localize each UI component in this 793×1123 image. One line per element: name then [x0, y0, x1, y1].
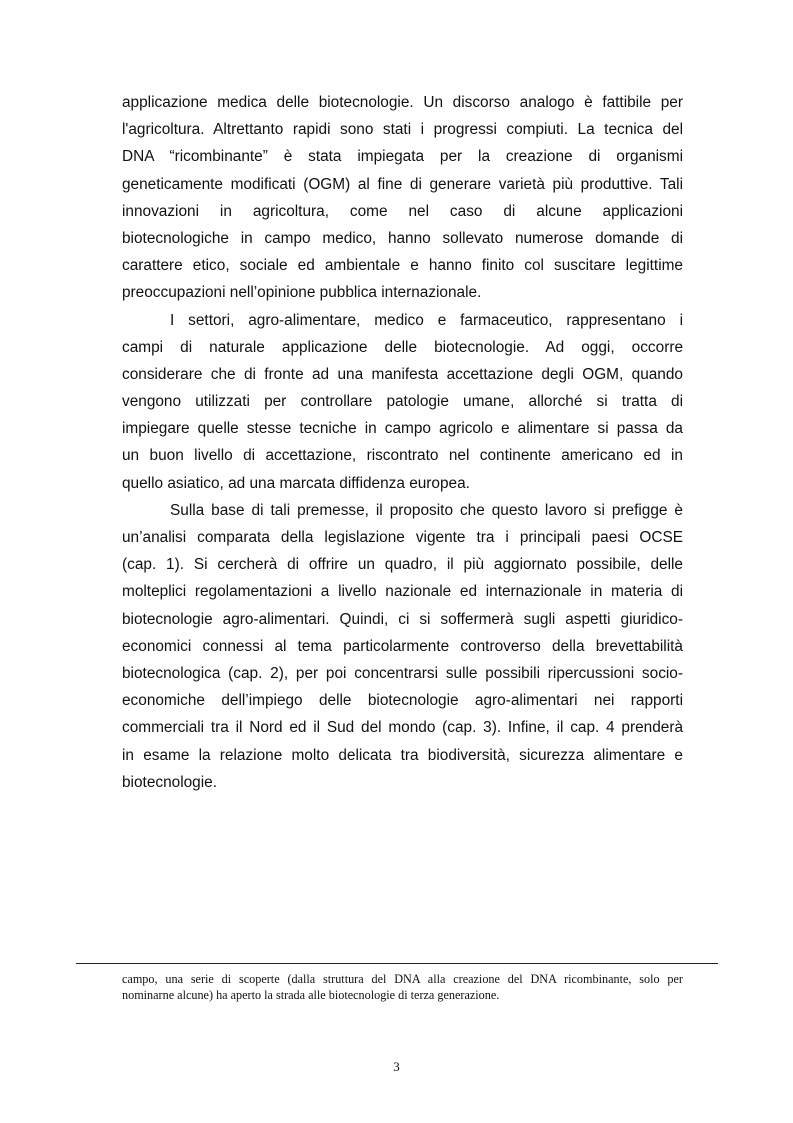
page-number: 3: [393, 1059, 400, 1074]
text-line: in esame la relazione molto delicata tra biodiversità, sicurezza alimentare e: [122, 746, 683, 764]
text-line: commerciali tra il Nord ed il Sud del mondo (cap. 3). Infine, il cap. 4 prenderà: [122, 719, 683, 737]
text-line: Sulla base di tali premesse, il proposito che questo lavoro si prefigge è: [170, 501, 683, 519]
paragraph-3: [122, 497, 683, 796]
footnote-line: nominarne alcune) ha aperto la strada alle biotecnologie di terza generazione.: [122, 988, 500, 1002]
text-line: biotecnologie.: [122, 773, 217, 791]
text-line: economici connessi al tema particolarmente controverso della brevettabilità: [122, 637, 683, 655]
body-text: [122, 89, 683, 796]
text-line: biotecnologica (cap. 2), per poi concentrarsi sulle possibili ripercussioni socio-: [122, 664, 683, 682]
text-line: DNA “ricombinante” è stata impiegata per la creazione di organismi: [122, 148, 683, 166]
text-line: preoccupazioni nell’opinione pubblica internazionale.: [122, 284, 482, 302]
text-line: vengono utilizzati per controllare patologie umane, allorché si tratta di: [122, 393, 683, 411]
text-line: I settori, agro-alimentare, medico e farmaceutico, rappresentano i: [170, 311, 683, 329]
text-line: un’analisi comparata della legislazione vigente tra i principali paesi OCSE: [122, 529, 683, 546]
text-line: l'agricoltura. Altrettanto rapidi sono stati i progressi compiuti. La tecnica del: [122, 121, 683, 139]
text-line: biotecnologie agro-alimentari. Quindi, ci si soffermerà sugli aspetti giuridico-: [122, 610, 683, 628]
footnote-line: campo, una serie di scoperte (dalla struttura del DNA alla creazione del DNA ricombinante, solo per: [122, 972, 683, 986]
paragraph-2: [122, 307, 683, 497]
text-line: (cap. 1). Si cercherà di offrire un quadro, il più aggiornato possibile, delle: [122, 556, 683, 574]
text-line: considerare che di fronte ad una manifesta accettazione degli OGM, quando: [122, 365, 683, 383]
text-line: applicazione medica delle biotecnologie. Un discorso analogo è fattibile per: [122, 94, 683, 111]
text-line: carattere etico, sociale ed ambientale e hanno finito col suscitare legittime: [122, 257, 683, 275]
paragraph-1: [122, 89, 683, 307]
text-line: economiche dell’impiego delle biotecnologie agro-alimentari nei rapporti: [122, 692, 683, 710]
text-line: campi di naturale applicazione delle biotecnologie. Ad oggi, occorre: [122, 338, 683, 356]
footnote-separator: [76, 963, 718, 964]
text-line: geneticamente modificati (OGM) al fine di generare varietà più produttive. Tali: [122, 175, 683, 193]
text-line: biotecnologiche in campo medico, hanno sollevato numerose domande di: [122, 229, 683, 247]
text-line: innovazioni in agricoltura, come nel caso di alcune applicazioni: [122, 202, 683, 220]
text-line: impiegare quelle stesse tecniche in campo agricolo e alimentare si passa da: [122, 420, 683, 438]
footnote: [122, 971, 683, 1003]
text-line: quello asiatico, ad una marcata diffidenza europea.: [122, 474, 470, 492]
text-line: molteplici regolamentazioni a livello nazionale ed internazionale in materia di: [122, 583, 683, 601]
text-line: un buon livello di accettazione, riscontrato nel continente americano ed in: [122, 447, 683, 465]
